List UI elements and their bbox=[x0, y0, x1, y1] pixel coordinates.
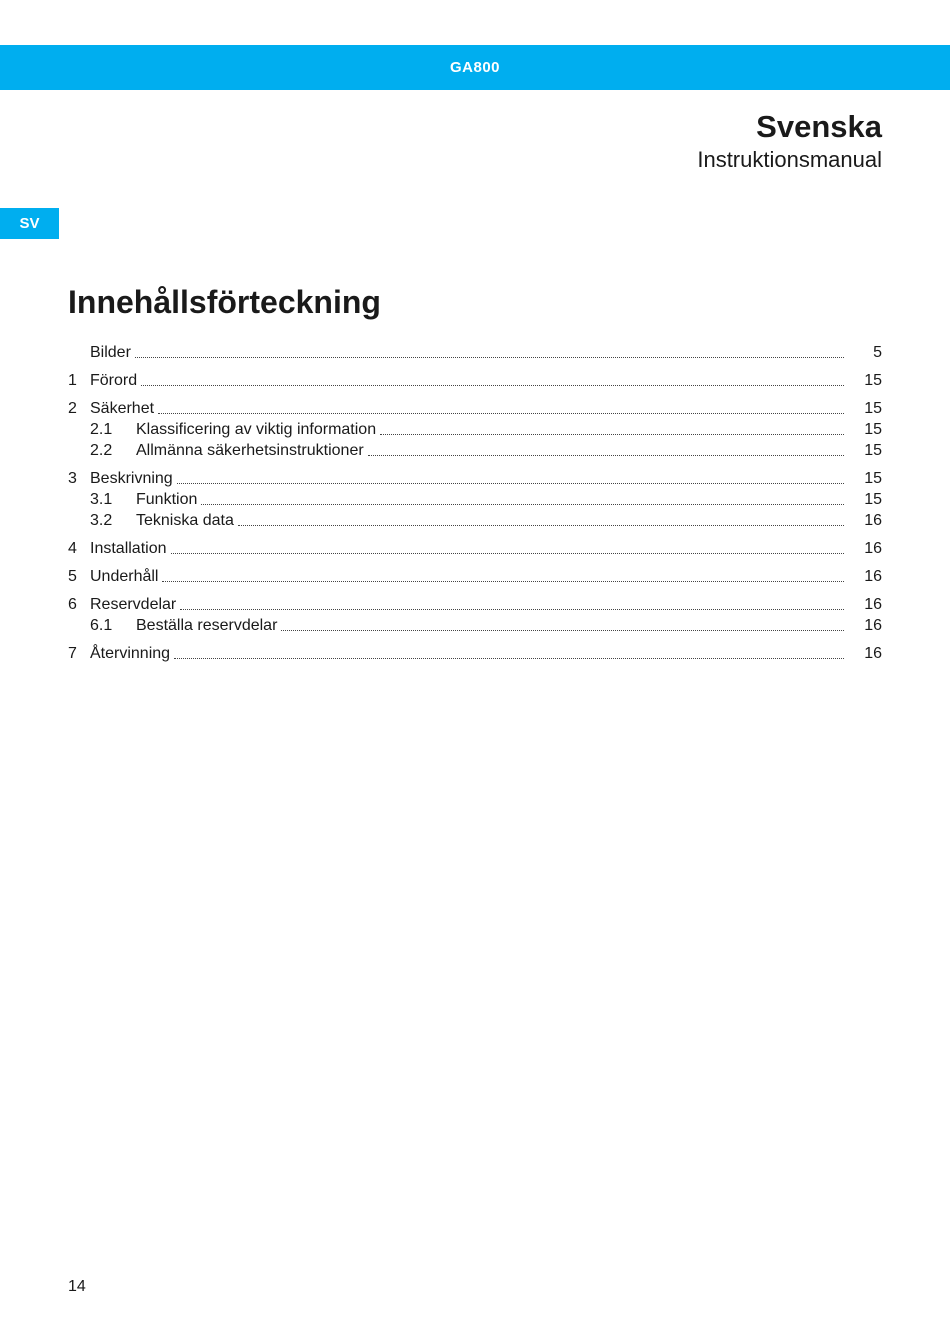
dot-leader bbox=[238, 525, 844, 526]
dot-leader bbox=[368, 455, 844, 456]
dot-leader bbox=[158, 413, 844, 414]
toc-entry-title: Säkerhet bbox=[90, 400, 155, 417]
toc-entry-sakerhetsinstruktioner[interactable] bbox=[68, 440, 882, 461]
dot-leader bbox=[201, 504, 844, 505]
toc-entry-title: Återvinning bbox=[90, 645, 171, 662]
toc-entry-installation[interactable] bbox=[68, 538, 882, 559]
toc-entry-bestalla-reservdelar[interactable] bbox=[68, 615, 882, 636]
toc-entry-klassificering[interactable] bbox=[68, 419, 882, 440]
toc-entry-number: 4 bbox=[68, 540, 77, 557]
toc-entry-number: 1 bbox=[68, 372, 77, 389]
dot-leader bbox=[174, 658, 844, 659]
toc-entry-number: 6.1 bbox=[90, 617, 113, 634]
toc-entry-page: 15 bbox=[864, 372, 882, 389]
toc-entry-page: 16 bbox=[864, 645, 882, 662]
toc-entry-sakerhet[interactable] bbox=[68, 398, 882, 419]
toc-entry-page: 16 bbox=[864, 540, 882, 557]
dot-leader bbox=[162, 581, 844, 582]
toc-entry-page: 16 bbox=[864, 568, 882, 585]
toc-entry-reservdelar[interactable] bbox=[68, 594, 882, 615]
toc-entry-page: 15 bbox=[864, 421, 882, 438]
table-of-contents bbox=[68, 342, 882, 664]
toc-heading: Innehållsförteckning bbox=[68, 284, 381, 320]
toc-entry-page: 15 bbox=[864, 442, 882, 459]
model-name: GA800 bbox=[449, 59, 501, 76]
toc-entry-title: Underhåll bbox=[90, 568, 159, 585]
toc-entry-bilder[interactable] bbox=[68, 342, 882, 363]
toc-entry-tekniska-data[interactable] bbox=[68, 510, 882, 531]
toc-entry-page: 16 bbox=[864, 596, 882, 613]
toc-entry-title: Bilder bbox=[90, 344, 131, 361]
header-bar bbox=[0, 45, 950, 90]
toc-entry-forord[interactable] bbox=[68, 370, 882, 391]
toc-entry-number: 2.1 bbox=[90, 421, 113, 438]
page-number: 14 bbox=[68, 1278, 86, 1295]
toc-entry-page: 16 bbox=[864, 617, 882, 634]
toc-entry-page: 15 bbox=[864, 470, 882, 487]
toc-entry-number: 5 bbox=[68, 568, 77, 585]
language-title: Svenska bbox=[756, 109, 882, 144]
toc-entry-number: 3 bbox=[68, 470, 77, 487]
dot-leader bbox=[135, 357, 844, 358]
toc-entry-page: 5 bbox=[873, 344, 882, 361]
dot-leader bbox=[380, 434, 844, 435]
toc-entry-page: 15 bbox=[864, 491, 882, 508]
toc-entry-title: Beskrivning bbox=[90, 470, 173, 487]
toc-entry-underhall[interactable] bbox=[68, 566, 882, 587]
toc-entry-atervinning[interactable] bbox=[68, 643, 882, 664]
dot-leader bbox=[177, 483, 844, 484]
dot-leader bbox=[171, 553, 845, 554]
dot-leader bbox=[180, 609, 844, 610]
toc-entry-beskrivning[interactable] bbox=[68, 468, 882, 489]
toc-entry-title: Förord bbox=[90, 372, 138, 389]
document-type: Instruktionsmanual bbox=[697, 147, 882, 172]
toc-entry-number: 3.1 bbox=[90, 491, 113, 508]
toc-entry-number: 2 bbox=[68, 400, 77, 417]
toc-entry-title: Allmänna säkerhetsinstruktioner bbox=[136, 442, 364, 459]
toc-entry-page: 16 bbox=[864, 512, 882, 529]
title-block bbox=[697, 108, 882, 174]
dot-leader bbox=[281, 630, 844, 631]
toc-entry-title: Funktion bbox=[136, 491, 198, 508]
toc-entry-title: Tekniska data bbox=[136, 512, 234, 529]
toc-entry-number: 6 bbox=[68, 596, 77, 613]
language-tab: SV bbox=[0, 208, 59, 239]
toc-entry-title: Klassificering av viktig information bbox=[136, 421, 377, 438]
toc-entry-funktion[interactable] bbox=[68, 489, 882, 510]
dot-leader bbox=[141, 385, 844, 386]
toc-entry-number: 7 bbox=[68, 645, 77, 662]
toc-entry-title: Beställa reservdelar bbox=[136, 617, 278, 634]
toc-entry-title: Reservdelar bbox=[90, 596, 177, 613]
toc-entry-title: Installation bbox=[90, 540, 167, 557]
toc-entry-number: 2.2 bbox=[90, 442, 113, 459]
toc-entry-page: 15 bbox=[864, 400, 882, 417]
toc-entry-number: 3.2 bbox=[90, 512, 113, 529]
